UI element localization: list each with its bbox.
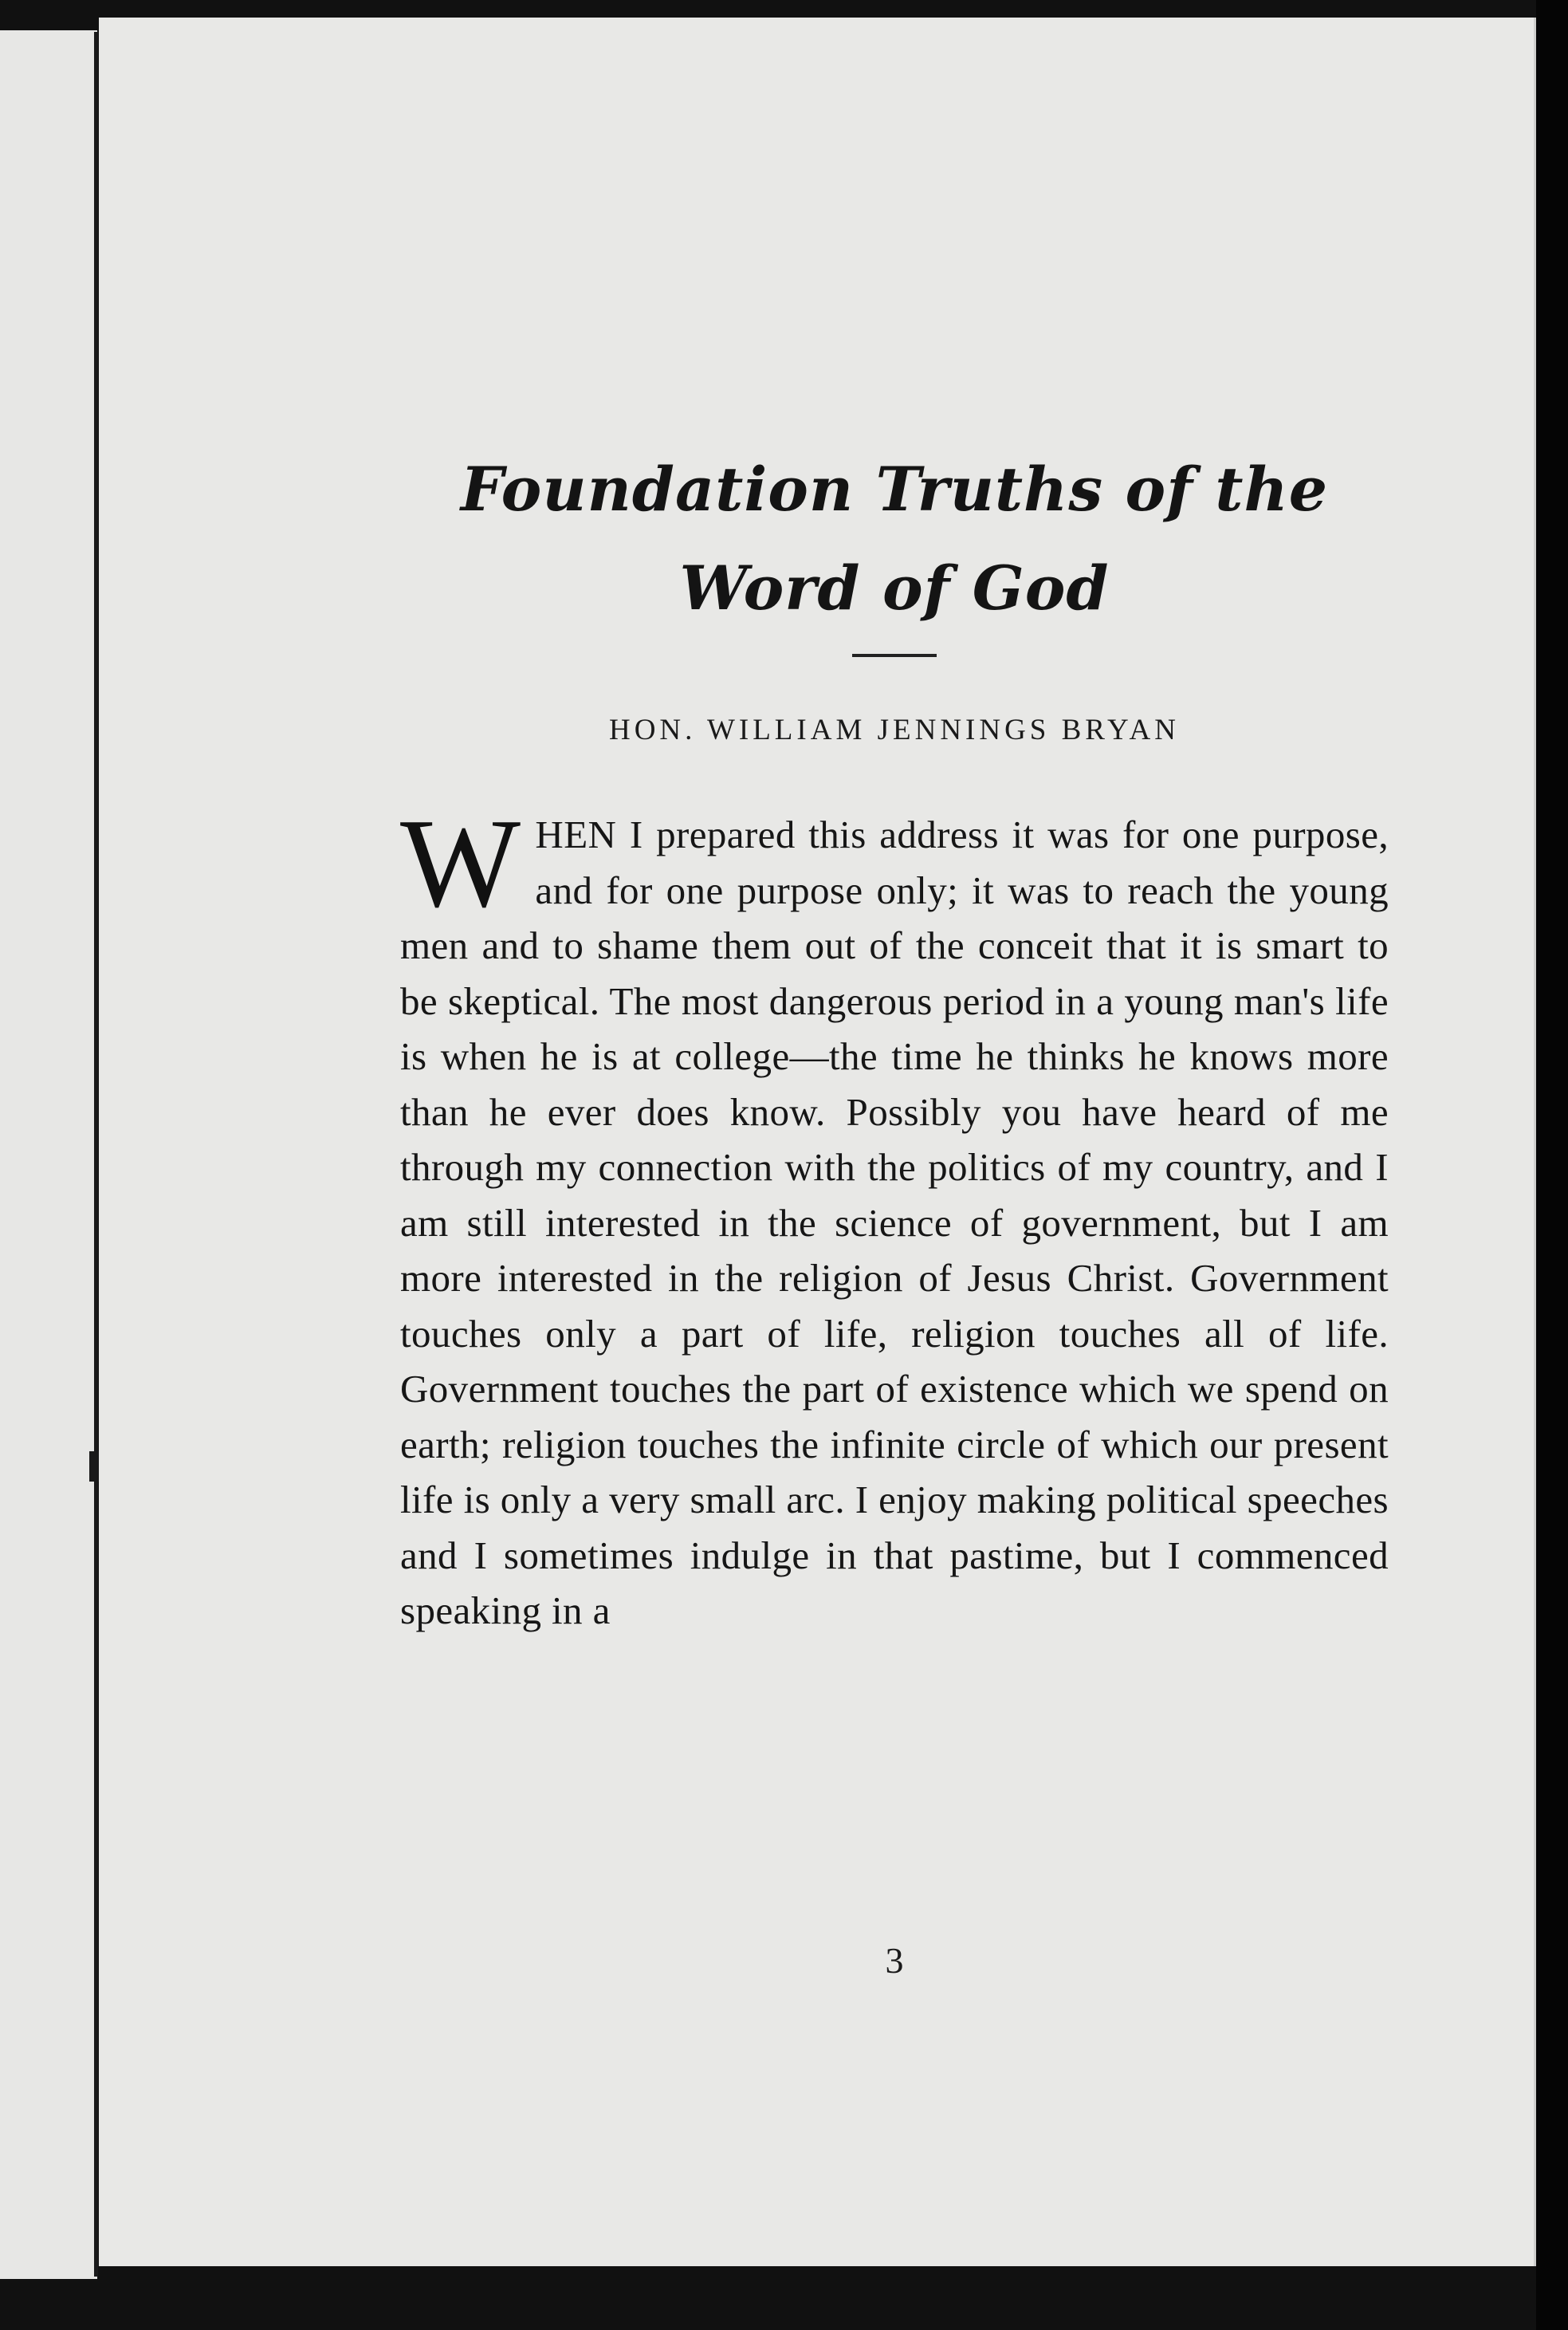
book-gutter (94, 32, 98, 2277)
left-page-edge (0, 30, 97, 2279)
body-text: HEN I prepared this address it was for one purpose, and for one purpose only; it was to reach the young men and to shame them out of the conceit that it is smart to be skeptical. The most dangerous period in a young man's life is when he is at college—the time he thinks he knows more than he ever does know. Possibly you have heard of me through my connection with the politics of my country, and I am still interested in the science of government, but I am more interested in the religion of Jesus Christ. Government touches only a part of life, religion touches all of life. Government touches the part of existence which we spend on earth; religion touches the infinite circle of which our present life is only a very small arc. I enjoy making political speeches and I sometimes indulge in that pastime, but I commenced speaking in a (400, 813, 1389, 1632)
title-divider (852, 654, 937, 657)
title-line-2: Word of God (679, 553, 1110, 624)
author-name: HON. WILLIAM JENNINGS BRYAN (608, 714, 1181, 746)
page-title (400, 440, 1389, 638)
scan-border (1536, 0, 1568, 2330)
page-number: 3 (885, 1940, 904, 1981)
body-paragraph (400, 792, 1389, 1639)
drop-cap: W (400, 792, 521, 934)
title-line-1: Foundation Truths of the (460, 454, 1329, 525)
book-page (99, 18, 1534, 2266)
